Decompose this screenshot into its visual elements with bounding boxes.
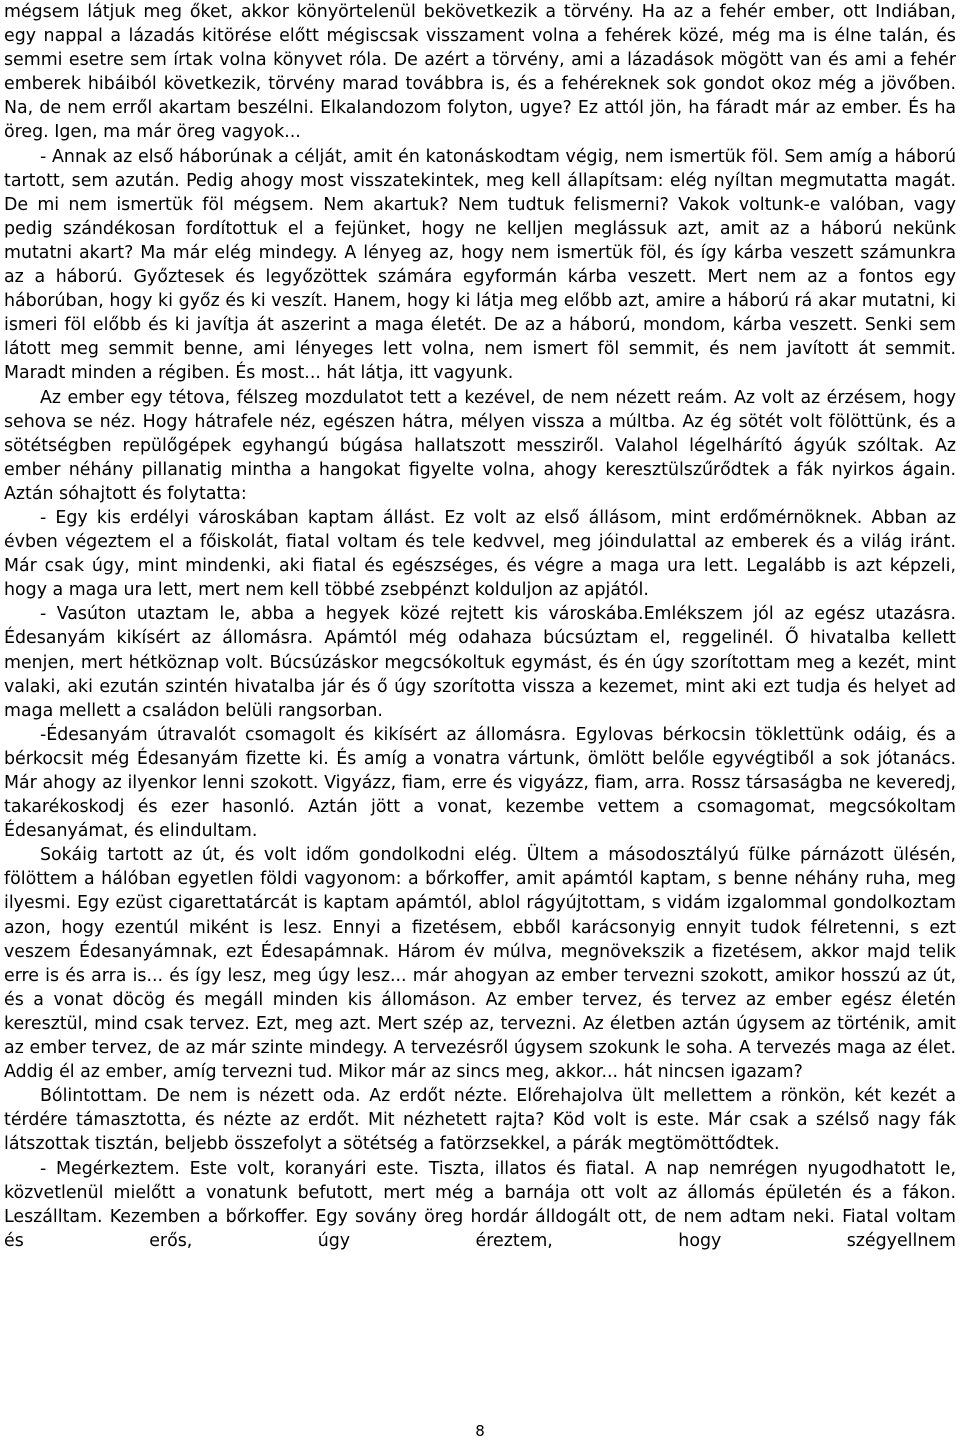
paragraph-8: Bólintottam. De nem is nézett oda. Az erdőt nézte. Előrehajolva ült mellettem a rönkön, két kezét a térdére támasztotta, és nézte az erdőt. Mit nézhetett rajta? Köd volt is este. Már csak a szélső nagy fák látszottak tisztán, beljebb összefolyt a sötétség a fatörzsekkel, a párák megtömöttődtek. — [4, 1086, 956, 1155]
page-number: 8 — [475, 1422, 485, 1440]
paragraph-2: - Annak az első háborúnak a célját, amit én katonáskodtam végig, nem ismertük föl. Sem amíg a háború tartott, sem azután. Pedig ahogy most visszatekintek, meg kell állapítsam: elég nyíltan megmutatta magát. De mi nem ismertük föl mégsem. Nem akartuk? Nem tudtuk felismerni? Vakok voltunk-e valóban, vagy pedig szándékosan fordítottuk el a fejünket, hogy ne kelljen meglássuk azt, amit az a háború nekünk mutatni akart? Ma már elég mindegy. A lényeg az, hogy nem ismertük föl, és így kárba veszett számunkra az a háború. Győztesek és legyőzöttek számára egyformán kárba veszett. Mert nem az a fontos egy háborúban, hogy ki győz és ki veszít. Hanem, hogy ki látja meg előbb azt, amire a háború rá akar mutatni, ki ismeri föl előbb és ki javítja át aszerint a maga életét. De az a háború, mondom, kárba veszett. Senki sem látott meg semmit benne, ami lényeges lett volna, nem ismert föl semmit, és nem javított át semmit. Maradt minden a régiben. És most... hát látja, itt vagyunk. — [4, 146, 956, 384]
paragraph-1: mégsem látjuk meg őket, akkor könyörtelenül bekövetkezik a törvény. Ha az a fehér ember, ott Indiában, egy nappal a lázadás kitörése előtt mégiscsak visszament volna a fehérek közé, még ma is élne talán, és semmi esetre sem írtak volna könyvet róla. De azért a törvény, ami a lázadások mögött van és ami a fehér emberek hibáiból következik, törvény marad továbbra is, és a fehéreknek sok gondot okoz még a jövőben. Na, de nem erről akartam beszélni. Elkalandozom folyton, ugye? Ez attól jön, ha fáradt már az ember. És ha öreg. Igen, ma már öreg vagyok... — [4, 2, 956, 143]
paragraph-7: Sokáig tartott az út, és volt időm gondolkodni elég. Ültem a másodosztályú fülke párnázott ülésén, fölöttem a hálóban egyetlen földi vagyonom: a bőrkoffer, amit apámtól kaptam, s benne néhány ruha, meg ilyesmi. Egy ezüst cigarettatárcát is kaptam apámtól, ablol rágyújtottam, s vidám izgalommal gondolkoztam azon, hogy ezentúl miként is lesz. Ennyi a fizetésem, ebből karácsonyig ennyit tudok félretenni, s ezt veszem Édesanyámnak, ezt Édesapámnak. Három év múlva, megnövekszik a fizetésem, akkor majd telik erre is és arra is... és így lesz, meg úgy lesz... már ahogyan az ember tervezni szokott, amikor hosszú az út, és a vonat döcög és megáll minden kis állomáson. Az ember tervez, és tervez az ember egész életén keresztül, mind csak tervez. Ezt, meg azt. Mert szép az, tervezni. Az életben aztán úgysem az történik, amit az ember tervez, de az már szinte mindegy. A tervezésről úgysem szokunk le soha. A tervezés maga az élet. Addig él az ember, amíg tervezni tud. Mikor már az sincs meg, akkor... hát nincsen igazam? — [4, 845, 956, 1083]
paragraph-5: - Vasúton utaztam le, abba a hegyek közé rejtett kis városkába.Emlékszem jól az egész utazásra. Édesanyám kikísért az állomásra. Apámtól még odahaza búcsúztam el, reggelinél. Ő hivatalba kellett menjen, mert hétköznap volt. Búcsúzáskor megcsókoltuk egymást, és én úgy szorítottam meg a kezét, mint valaki, aki ezután szintén hivatalba jár és ő úgy szorította vissza a kezemet, mint aki ezt tudja és helyet ad maga mellett a családon belüli rangsorban. — [4, 604, 956, 721]
paragraph-6: -Édesanyám útravalót csomagolt és kikísért az állomásra. Egylovas bérkocsin töklettünk odáig, és a bérkocsit még Édesanyám fizette ki. És amíg a vonatra vártunk, ömlött belőle egyvégtiből a sok jótanács. Már ahogy az ilyenkor lenni szokott. Vigyázz, fiam, erre és vigyázz, fiam, arra. Rossz társaságba ne keveredj, takarékoskodj és ezer hasonló. Aztán jött a vonat, kezembe vettem a csomagomat, megcsókoltam Édesanyámat, és elindultam. — [4, 724, 956, 842]
paragraph-3: Az ember egy tétova, félszeg mozdulatot tett a kezével, de nem nézett reám. Az volt az érzésem, hogy sehova se néz. Hogy hátrafele néz, egészen hátra, mélyen vissza a múltba. Az ég sötét volt fölöttünk, és a sötétségben repülőgépek egyhangú búgása hallatszott messziről. Valahol légelhárító ágyúk szóltak. Az ember néhány pillanatig mintha a hangokat figyelte volna, ahogy keresztülszűrődtek a fák nyirkos ágain. Aztán sóhajtott és folytatta: — [4, 387, 956, 504]
page-body — [4, 0, 956, 1253]
paragraph-9: - Megérkeztem. Este volt, koranyári este. Tiszta, illatos és fiatal. A nap nemrégen nyugodhatott le, közvetlenül mielőtt a vonatunk befutott, mert még a barnája ott volt az állomás épületén és a fákon. Leszálltam. Kezemben a bőrkoffer. Egy sovány öreg hordár álldogált ott, de nem adtam neki. Fiatal voltam és erős, úgy éreztem, hogy szégyellnem — [4, 1158, 956, 1251]
paragraph-4: - Egy kis erdélyi városkában kaptam állást. Ez volt az első állásom, mint erdőmérnöknek. Abban az évben végeztem el a főiskolát, fiatal voltam és tele kedvvel, meg jóindulattal az emberek és a világ iránt. Már csak úgy, mint mindenki, aki fiatal és egészséges, és végre a maga ura lett. Legalább is azt képzeli, hogy a maga ura lett, mert nem kell többé zsebpénzt kolduljon az apjától. — [4, 507, 956, 601]
